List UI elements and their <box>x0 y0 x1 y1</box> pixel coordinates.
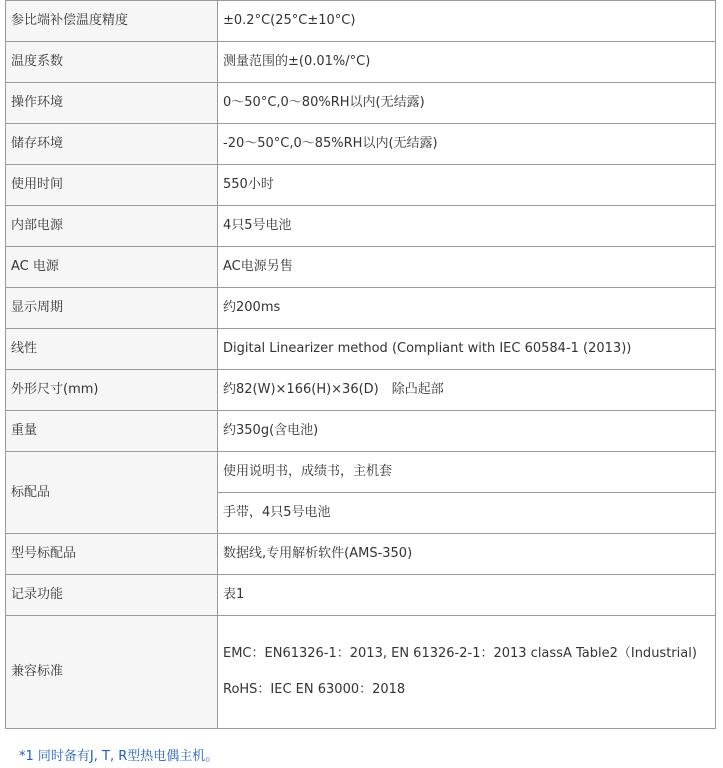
row-label: 使用时间 <box>6 165 218 206</box>
row-label: 型号标配品 <box>6 534 218 575</box>
rohs-standard: RoHS：IEC EN 63000：2018 <box>223 682 406 697</box>
accessories-item: 使用说明书，成绩书，主机套 <box>218 452 716 493</box>
table-row-compatibility <box>6 616 716 729</box>
row-value: ±0.2°C(25°C±10°C) <box>218 1 716 42</box>
row-value: 测量范围的±(0.01%/°C) <box>218 42 716 83</box>
table-row <box>6 575 716 616</box>
compatibility-label: 兼容标准 <box>6 616 218 729</box>
spec-table <box>5 0 716 729</box>
table-row <box>6 288 716 329</box>
row-label: 温度系数 <box>6 42 218 83</box>
table-row <box>6 370 716 411</box>
accessories-label: 标配品 <box>6 452 218 534</box>
row-value: AC电源另售 <box>218 247 716 288</box>
row-label: 内部电源 <box>6 206 218 247</box>
accessories-item: 手带，4只5号电池 <box>218 493 716 534</box>
table-row <box>6 124 716 165</box>
table-row <box>6 534 716 575</box>
row-label: AC 电源 <box>6 247 218 288</box>
table-row <box>6 411 716 452</box>
table-row <box>6 247 716 288</box>
row-value: 约82(W)×166(H)×36(D) 除凸起部 <box>218 370 716 411</box>
row-value: 数据线,专用解析软件(AMS-350) <box>218 534 716 575</box>
table-row <box>6 329 716 370</box>
row-label: 参比端补偿温度精度 <box>6 1 218 42</box>
row-value: 表1 <box>218 575 716 616</box>
footnote: *1 同时备有J, T, R型热电偶主机。 <box>19 749 219 764</box>
row-label: 记录功能 <box>6 575 218 616</box>
table-row <box>6 165 716 206</box>
table-row-accessories <box>6 452 716 493</box>
row-value: 约350g(含电池) <box>218 411 716 452</box>
row-label: 重量 <box>6 411 218 452</box>
row-value: 约200ms <box>218 288 716 329</box>
row-value: 0～50°C,0～80%RH以内(无结露) <box>218 83 716 124</box>
table-row <box>6 42 716 83</box>
row-label: 显示周期 <box>6 288 218 329</box>
row-value: Digital Linearizer method (Compliant with IEC 60584-1 (2013)) <box>218 329 716 370</box>
table-row <box>6 206 716 247</box>
row-label: 线性 <box>6 329 218 370</box>
row-label: 外形尺寸(mm) <box>6 370 218 411</box>
row-label: 储存环境 <box>6 124 218 165</box>
row-value: 4只5号电池 <box>218 206 716 247</box>
row-value: 550小时 <box>218 165 716 206</box>
compatibility-value <box>218 616 716 729</box>
emc-standard: EMC：EN61326-1：2013, EN 61326-2-1：2013 classA Table2（Industrial) <box>223 646 697 661</box>
table-row <box>6 1 716 42</box>
row-label: 操作环境 <box>6 83 218 124</box>
table-row <box>6 83 716 124</box>
row-value: -20～50°C,0～85%RH以内(无结露) <box>218 124 716 165</box>
